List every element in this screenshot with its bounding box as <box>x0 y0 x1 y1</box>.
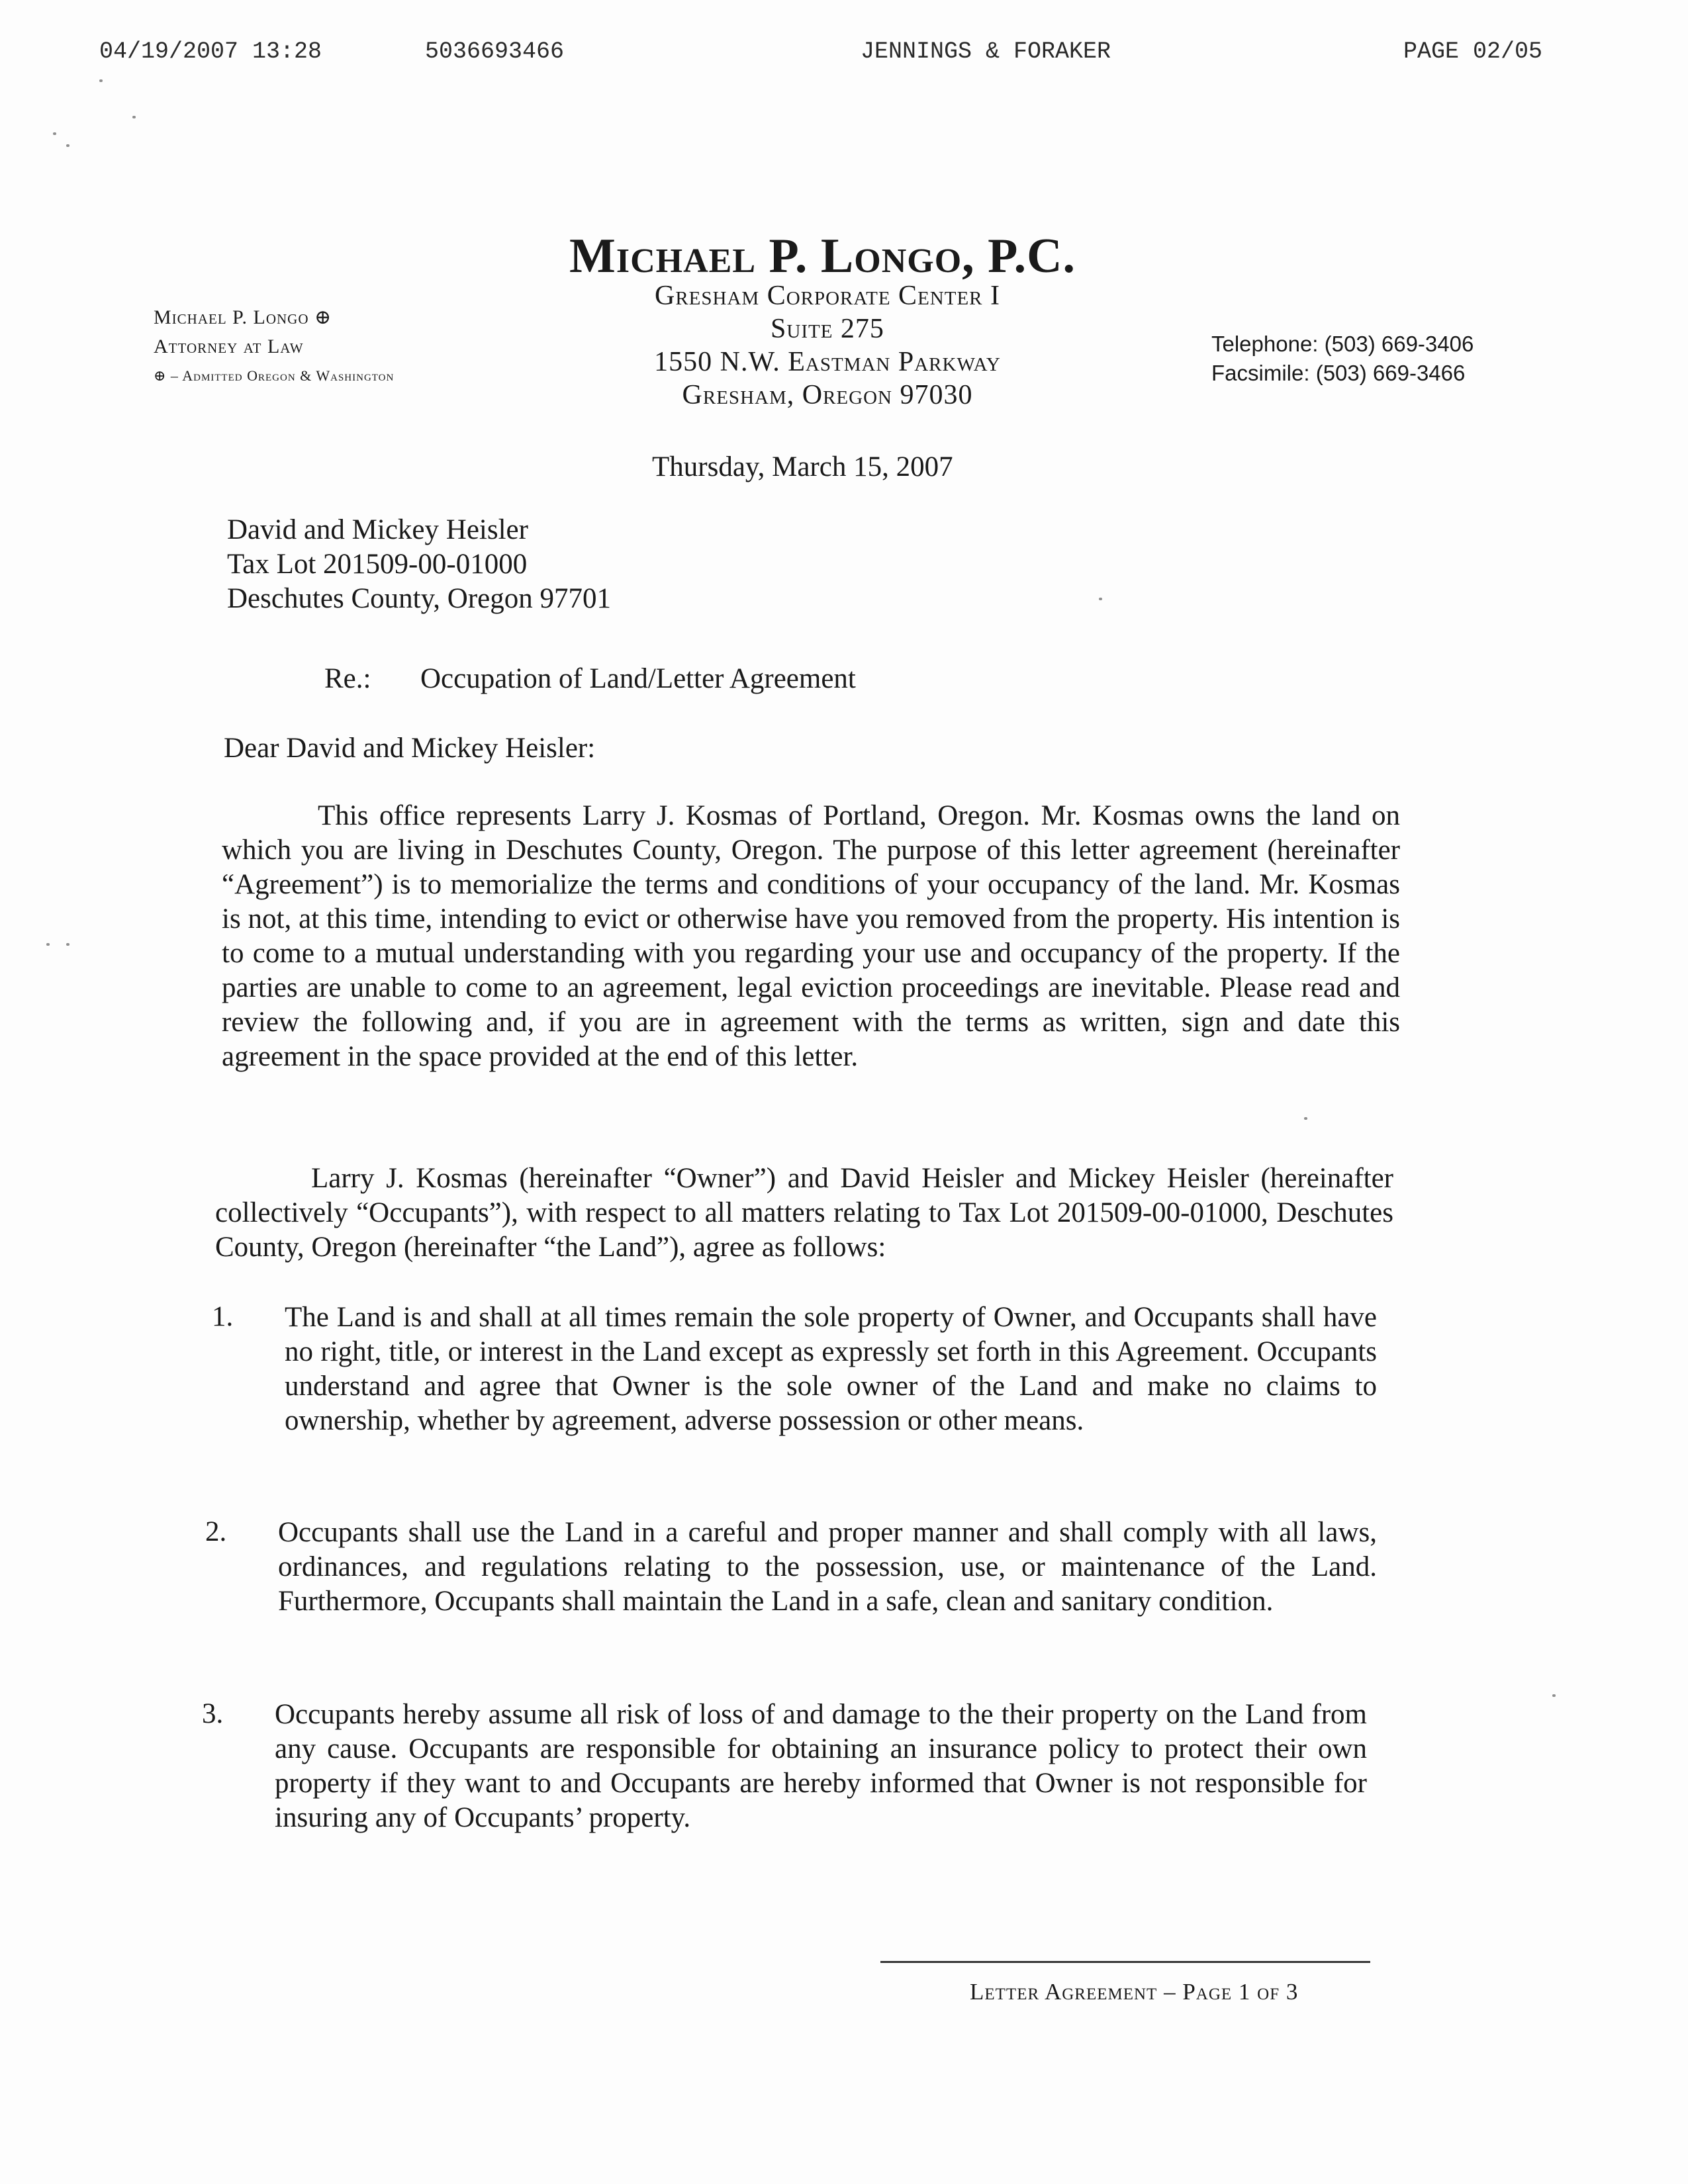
fax-sender: JENNINGS & FORAKER <box>861 38 1111 65</box>
recipient-address <box>227 513 611 616</box>
firm-name: Michael P. Longo, P.C. <box>569 229 1076 283</box>
scan-speck <box>66 943 70 946</box>
contact-block <box>1211 330 1474 388</box>
recipient-line: Deschutes County, Oregon 97701 <box>227 583 612 614</box>
telephone-label: Telephone: <box>1211 332 1319 356</box>
address-line: 1550 N.W. Eastman Parkway <box>654 347 1001 377</box>
term-text: Occupants shall use the Land in a careful and proper manner and shall comply with all laws, ordinances, and regulations relating to the possession, use, or maintenance of the Land. Furthermore, Occupants shall maintain the Land in a safe, clean and sanitary condition. <box>278 1517 1377 1617</box>
salutation: Dear David and Mickey Heisler: <box>224 733 596 764</box>
scan-speck <box>46 943 50 946</box>
re-subject: Occupation of Land/Letter Agreement <box>420 663 856 694</box>
telephone-number: (503) 669-3406 <box>1324 332 1474 356</box>
attorney-block <box>154 303 394 390</box>
facsimile-number: (503) 669-3466 <box>1315 361 1466 385</box>
attorney-name: Michael P. Longo ⊕ <box>154 306 332 328</box>
scan-speck <box>53 132 56 135</box>
footer-divider <box>880 1961 1370 1963</box>
letter-date: Thursday, March 15, 2007 <box>652 451 953 482</box>
facsimile-label: Facsimile: <box>1211 361 1310 385</box>
attorney-title: Attorney at Law <box>154 336 304 357</box>
address-line: Suite 275 <box>771 314 884 344</box>
term-number: 2. <box>205 1516 227 1547</box>
facsimile-row <box>1211 359 1474 388</box>
scan-speck <box>66 144 70 147</box>
parties-paragraph: Larry J. Kosmas (hereinafter “Owner”) and David Heisler and Mickey Heisler (hereinafter collectively “Occupants”), with respect to all matters relating to Tax Lot 201509-00-01000, Deschutes County, Oregon (hereinafter “the Land”), agree as follows: <box>215 1163 1393 1263</box>
term-text: The Land is and shall at all times remain the sole property of Owner, and Occupants shall have no right, title, or interest in the Land except as expressly set forth in this Agreement. Occupants understand and agree that Owner is the sole owner of the Land and make no claims to ownership, whether by agreement, adverse possession or other means. <box>285 1302 1377 1436</box>
footer-page-label: Letter Agreement – Page 1 of 3 <box>970 1979 1299 2005</box>
recipient-line: David and Mickey Heisler <box>227 514 528 545</box>
recipient-line: Tax Lot 201509-00-01000 <box>227 549 528 580</box>
scan-speck <box>132 116 136 118</box>
fax-number: 5036693466 <box>425 38 565 65</box>
term-number: 3. <box>202 1698 224 1729</box>
address-line: Gresham Corporate Center I <box>655 281 1000 311</box>
scan-speck <box>1099 598 1102 600</box>
address-line: Gresham, Oregon 97030 <box>682 380 973 410</box>
scan-speck <box>1552 1694 1556 1697</box>
scan-speck <box>1304 1117 1307 1120</box>
re-label: Re.: <box>324 663 371 694</box>
term-number: 1. <box>212 1301 234 1332</box>
telephone-row <box>1211 330 1474 359</box>
intro-paragraph: This office represents Larry J. Kosmas of Portland, Oregon. Mr. Kosmas owns the land on which you are living in Deschutes County, Oregon. The purpose of this letter agreement (hereinafter “Agreement”) is to memorialize the terms and conditions of your occupancy of the land. Mr. Kosmas is not, at this time, intending to evict or otherwise have you removed from the property. His intention is to come to a mutual understanding with you regarding your use and occupancy of the property. If the parties are unable to come to an agreement, legal eviction proceedings are inevitable. Please read and review the following and, if you are in agreement with the terms as written, sign and date this agreement in the space provided at the end of this letter. <box>222 800 1400 1072</box>
term-text: Occupants hereby assume all risk of loss of and damage to the their property on the Land from any cause. Occupants are responsible for obtaining an insurance policy to protect their own property if they want to and Occupants are hereby informed that Owner is not responsible for insuring any of Occupants’ property. <box>275 1699 1367 1833</box>
scan-speck <box>99 79 103 82</box>
admission-note: ⊕ – Admitted Oregon & Washington <box>154 367 395 384</box>
fax-date-time: 04/19/2007 13:28 <box>99 38 322 65</box>
fax-page-number: PAGE 02/05 <box>1403 38 1543 65</box>
firm-address <box>583 279 1072 412</box>
